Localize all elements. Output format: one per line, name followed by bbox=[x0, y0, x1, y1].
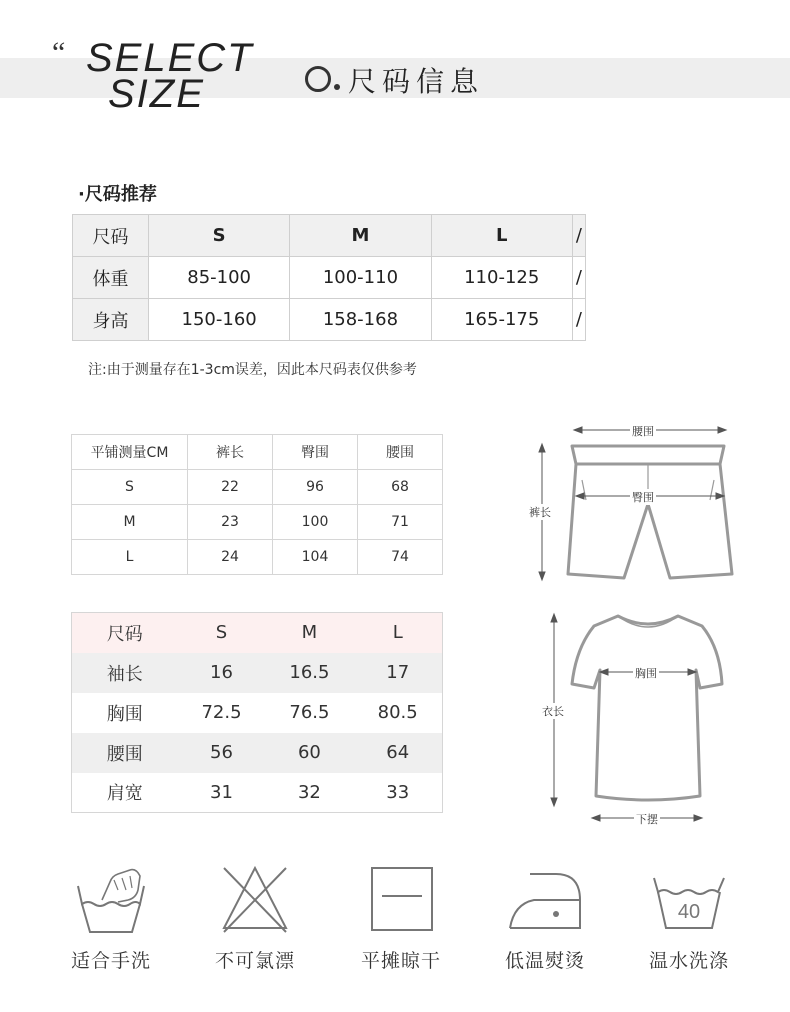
table-cell: 165-175 bbox=[431, 299, 572, 341]
table-cell: 64 bbox=[353, 733, 442, 773]
table-cell: 胸围 bbox=[72, 693, 178, 733]
care-hand-wash bbox=[56, 860, 166, 973]
care-warm-wash bbox=[634, 860, 744, 973]
table-header-cell: M bbox=[265, 613, 353, 653]
table-cell: 68 bbox=[358, 470, 443, 505]
care-no-bleach bbox=[200, 860, 310, 973]
table-cell: 96 bbox=[273, 470, 358, 505]
dry-flat-icon bbox=[356, 860, 446, 936]
table-cell: 74 bbox=[358, 540, 443, 575]
table-header-cell: 腰围 bbox=[358, 435, 443, 470]
table-header-cell: L bbox=[353, 613, 442, 653]
length-label: 裤长 bbox=[529, 506, 551, 519]
wash-temp: 40 bbox=[677, 901, 701, 923]
recommend-note: 注:由于测量存在1-3cm误差，因此本尺码表仅供参考 bbox=[88, 362, 417, 378]
table-cell: 24 bbox=[188, 540, 273, 575]
table-row bbox=[73, 299, 586, 341]
care-low-iron bbox=[490, 860, 600, 973]
table-row bbox=[72, 470, 443, 505]
table-cell: 71 bbox=[358, 505, 443, 540]
table-row bbox=[72, 540, 443, 575]
care-dry-flat bbox=[346, 860, 456, 973]
table-cell: 85-100 bbox=[149, 257, 290, 299]
pants-size-table bbox=[71, 434, 443, 575]
table-cell: 31 bbox=[178, 773, 266, 813]
table-cell: 尺码 bbox=[73, 215, 149, 257]
select-title: SELECT bbox=[86, 36, 254, 80]
table-row bbox=[72, 693, 443, 733]
table-cell: 158-168 bbox=[290, 299, 431, 341]
low-iron-icon bbox=[500, 860, 590, 936]
table-cell: M bbox=[290, 215, 431, 257]
care-label: 温水洗涤 bbox=[648, 950, 729, 972]
waist-label: 腰围 bbox=[632, 425, 654, 438]
hand-wash-icon bbox=[66, 860, 156, 936]
table-cell: / bbox=[572, 215, 585, 257]
table-row bbox=[72, 653, 443, 693]
table-cell: L bbox=[431, 215, 572, 257]
table-cell: 100 bbox=[273, 505, 358, 540]
shorts-diagram bbox=[520, 418, 740, 588]
quote-mark: “ bbox=[52, 36, 66, 69]
tshirt-icon bbox=[530, 608, 740, 833]
table-cell: 16.5 bbox=[265, 653, 353, 693]
care-label: 平摊晾干 bbox=[360, 950, 441, 972]
table-cell: 22 bbox=[188, 470, 273, 505]
hem-label: 下摆 bbox=[636, 813, 658, 826]
table-cell: 腰围 bbox=[72, 733, 178, 773]
table-cell: 56 bbox=[178, 733, 266, 773]
table-row bbox=[72, 435, 443, 470]
table-cell: 33 bbox=[353, 773, 442, 813]
recommend-title: ·尺码推荐 bbox=[78, 184, 157, 205]
table-cell: 袖长 bbox=[72, 653, 178, 693]
hip-label: 臀围 bbox=[632, 491, 654, 504]
table-header-cell: 尺码 bbox=[72, 613, 178, 653]
table-cell: S bbox=[72, 470, 188, 505]
table-cell: L bbox=[72, 540, 188, 575]
table-cell: M bbox=[72, 505, 188, 540]
table-cell: 150-160 bbox=[149, 299, 290, 341]
table-cell: 16 bbox=[178, 653, 266, 693]
tee-size-table bbox=[71, 612, 443, 813]
care-label: 适合手洗 bbox=[70, 950, 151, 972]
care-label: 不可氯漂 bbox=[214, 950, 295, 972]
table-cell: S bbox=[149, 215, 290, 257]
table-header-cell: S bbox=[178, 613, 266, 653]
table-row bbox=[72, 613, 443, 653]
table-cell: 104 bbox=[273, 540, 358, 575]
table-row bbox=[73, 215, 586, 257]
no-bleach-icon bbox=[210, 860, 300, 936]
table-cell: / bbox=[572, 257, 585, 299]
table-cell: 肩宽 bbox=[72, 773, 178, 813]
table-cell: 100-110 bbox=[290, 257, 431, 299]
table-cell: 身高 bbox=[73, 299, 149, 341]
table-cell: 72.5 bbox=[178, 693, 266, 733]
care-label: 低温熨烫 bbox=[504, 950, 585, 972]
table-header-cell: 裤长 bbox=[188, 435, 273, 470]
table-row bbox=[72, 773, 443, 813]
warm-wash-icon bbox=[644, 860, 734, 936]
section-title: 尺码信息 bbox=[348, 65, 485, 98]
table-cell: 60 bbox=[265, 733, 353, 773]
circle-icon bbox=[305, 66, 331, 92]
table-cell: 17 bbox=[353, 653, 442, 693]
table-cell: 76.5 bbox=[265, 693, 353, 733]
tee-length-label: 衣长 bbox=[542, 705, 564, 718]
table-cell: 32 bbox=[265, 773, 353, 813]
table-cell: 110-125 bbox=[431, 257, 572, 299]
table-row bbox=[72, 505, 443, 540]
table-row bbox=[73, 257, 586, 299]
table-row bbox=[72, 733, 443, 773]
table-header-cell: 臀围 bbox=[273, 435, 358, 470]
tee-diagram bbox=[530, 608, 740, 833]
dot-icon bbox=[334, 84, 340, 90]
recommend-table bbox=[72, 214, 586, 341]
table-cell: 23 bbox=[188, 505, 273, 540]
table-cell: 80.5 bbox=[353, 693, 442, 733]
table-cell: 体重 bbox=[73, 257, 149, 299]
size-title: SIZE bbox=[108, 72, 205, 116]
table-header-cell: 平铺测量CM bbox=[72, 435, 188, 470]
table-cell: / bbox=[572, 299, 585, 341]
chest-label: 胸围 bbox=[635, 667, 657, 680]
